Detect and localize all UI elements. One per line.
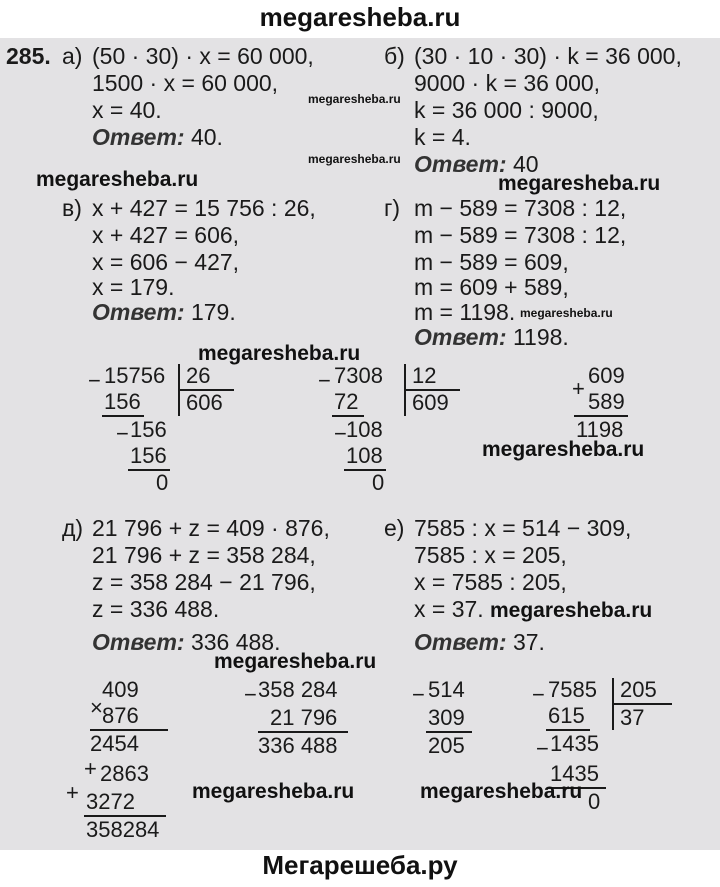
div2-dividend: 7308 bbox=[334, 363, 383, 388]
plus-sign: + bbox=[84, 756, 97, 781]
div1-dividend: 15756 bbox=[104, 363, 166, 388]
part-a-line-2: 1500 · x = 60 000, bbox=[92, 70, 279, 96]
answer-value: 179. bbox=[190, 299, 236, 325]
minus-sign: − bbox=[412, 682, 425, 707]
mul1-factor-2: 876 bbox=[102, 703, 139, 728]
mul1-partial-2: 2863 bbox=[100, 761, 149, 786]
mul1-partial-3: 3272 bbox=[86, 789, 135, 814]
div2-step-1: 72 bbox=[334, 389, 359, 414]
plus-sign: + bbox=[572, 376, 585, 401]
answer-label: Ответ: bbox=[92, 124, 185, 150]
sub2-subtrahend: 309 bbox=[428, 705, 465, 730]
div1-divisor: 26 bbox=[186, 363, 211, 388]
part-g-line-2: m − 589 = 7308 : 12, bbox=[414, 222, 627, 248]
sub1-minuend: 358 284 bbox=[258, 677, 338, 702]
answer-value: 37. bbox=[512, 629, 545, 655]
minus-sign: − bbox=[88, 368, 101, 393]
part-e-line-1: 7585 : x = 514 − 309, bbox=[414, 515, 632, 541]
div1-step-1: 156 bbox=[104, 389, 141, 414]
div1-step-2: 156 bbox=[130, 417, 167, 442]
div3-step-1: 615 bbox=[548, 703, 585, 728]
div3-remainder: 0 bbox=[588, 789, 601, 814]
div2-step-2: 108 bbox=[346, 417, 383, 442]
answer-value: 40. bbox=[190, 124, 223, 150]
watermark-small: megaresheba.ru bbox=[308, 152, 401, 166]
part-b-line-2: 9000 · k = 36 000, bbox=[414, 70, 601, 96]
part-a-line-3: x = 40. bbox=[92, 97, 162, 123]
part-d-line-4: z = 336 488. bbox=[92, 596, 220, 622]
watermark-small: megaresheba.ru bbox=[308, 92, 401, 106]
minus-sign: − bbox=[532, 682, 545, 707]
sub2-difference: 205 bbox=[428, 733, 465, 758]
answer-value: 40 bbox=[512, 151, 539, 177]
answer-label: Ответ: bbox=[414, 151, 507, 177]
watermark: megaresheba.ru bbox=[420, 780, 583, 803]
part-b-line-4: k = 4. bbox=[414, 124, 471, 150]
times-sign: × bbox=[90, 695, 103, 720]
add1-sum: 1198 bbox=[576, 417, 624, 442]
part-g-label: г) bbox=[384, 195, 401, 221]
part-d-label: д) bbox=[62, 515, 84, 541]
problem-number: 285. bbox=[6, 43, 51, 69]
part-a-label: а) bbox=[62, 43, 83, 69]
minus-sign: − bbox=[536, 736, 549, 761]
add1-addend-2: 589 bbox=[588, 389, 625, 414]
mul1-result: 358284 bbox=[86, 817, 160, 842]
site-header: megaresheba.ru bbox=[259, 2, 461, 32]
minus-sign: − bbox=[318, 368, 331, 393]
mul1-factor-1: 409 bbox=[102, 677, 139, 702]
plus-sign: + bbox=[66, 780, 79, 805]
div3-step-2: 1435 bbox=[550, 731, 599, 756]
answer-label: Ответ: bbox=[92, 299, 185, 325]
part-g-line-4: m = 609 + 589, bbox=[414, 274, 569, 300]
div1-remainder: 0 bbox=[156, 470, 169, 495]
div3-step-3: 1435 bbox=[550, 761, 599, 786]
part-g-line-5: m = 1198. bbox=[414, 299, 516, 325]
part-b-line-1: (30 · 10 · 30) · k = 36 000, bbox=[414, 43, 682, 69]
part-v-label: в) bbox=[62, 195, 82, 221]
part-d-line-2: 21 796 + z = 358 284, bbox=[92, 542, 316, 568]
part-v-answer bbox=[92, 300, 236, 325]
watermark: megaresheba.ru bbox=[192, 780, 355, 803]
part-e-answer bbox=[414, 630, 545, 655]
sub1-difference: 336 488 bbox=[258, 733, 338, 758]
sub1-subtrahend: 21 796 bbox=[270, 705, 338, 730]
part-v-line-1: x + 427 = 15 756 : 26, bbox=[92, 195, 316, 221]
answer-value: 1198. bbox=[512, 324, 569, 350]
part-g-line-1: m − 589 = 7308 : 12, bbox=[414, 195, 627, 221]
watermark: megaresheba.ru bbox=[482, 438, 645, 461]
watermark: megaresheba.ru bbox=[490, 599, 653, 622]
div3-divisor: 205 bbox=[620, 677, 657, 702]
sub2-minuend: 514 bbox=[428, 677, 465, 702]
div3-dividend: 7585 bbox=[548, 677, 597, 702]
part-e-line-2: 7585 : x = 205, bbox=[414, 542, 567, 568]
minus-sign: − bbox=[244, 682, 257, 707]
part-v-line-2: x + 427 = 606, bbox=[92, 222, 240, 248]
answer-label: Ответ: bbox=[414, 324, 507, 350]
part-d-line-1: 21 796 + z = 409 · 876, bbox=[92, 515, 330, 541]
watermark: megaresheba.ru bbox=[214, 650, 377, 673]
mul1-partial-1: 2454 bbox=[90, 731, 139, 756]
part-v-line-3: x = 606 − 427, bbox=[92, 249, 240, 275]
watermark: megaresheba.ru bbox=[198, 342, 361, 365]
watermark: megaresheba.ru bbox=[36, 168, 199, 191]
part-b-line-3: k = 36 000 : 9000, bbox=[414, 97, 599, 123]
div1-step-3: 156 bbox=[130, 443, 167, 468]
part-g-answer bbox=[414, 325, 569, 350]
site-footer: Мегарешеба.ру bbox=[262, 850, 458, 880]
part-a-line-1: (50 · 30) · x = 60 000, bbox=[92, 43, 314, 69]
answer-value: 336 488. bbox=[190, 629, 281, 655]
part-e-label: е) bbox=[384, 515, 405, 541]
div1-quotient: 606 bbox=[186, 390, 223, 415]
part-a-answer bbox=[92, 125, 223, 150]
watermark: megaresheba.ru bbox=[498, 172, 661, 195]
div2-divisor: 12 bbox=[412, 363, 437, 388]
part-d-line-3: z = 358 284 − 21 796, bbox=[92, 569, 316, 595]
div3-quotient: 37 bbox=[620, 705, 645, 730]
minus-sign: − bbox=[116, 421, 129, 446]
part-v-line-4: x = 179. bbox=[92, 274, 175, 300]
answer-label: Ответ: bbox=[414, 629, 507, 655]
answer-label: Ответ: bbox=[92, 629, 185, 655]
part-b-label: б) bbox=[384, 43, 405, 69]
div2-step-3: 108 bbox=[346, 443, 383, 468]
part-g-line-3: m − 589 = 609, bbox=[414, 249, 569, 275]
div2-remainder: 0 bbox=[372, 470, 385, 495]
watermark-small: megaresheba.ru bbox=[520, 306, 613, 320]
minus-sign: − bbox=[334, 421, 347, 446]
part-e-line-3: x = 7585 : 205, bbox=[414, 569, 567, 595]
div2-quotient: 609 bbox=[412, 390, 449, 415]
add1-addend-1: 609 bbox=[588, 363, 625, 388]
part-e-line-4: x = 37. bbox=[414, 596, 484, 622]
